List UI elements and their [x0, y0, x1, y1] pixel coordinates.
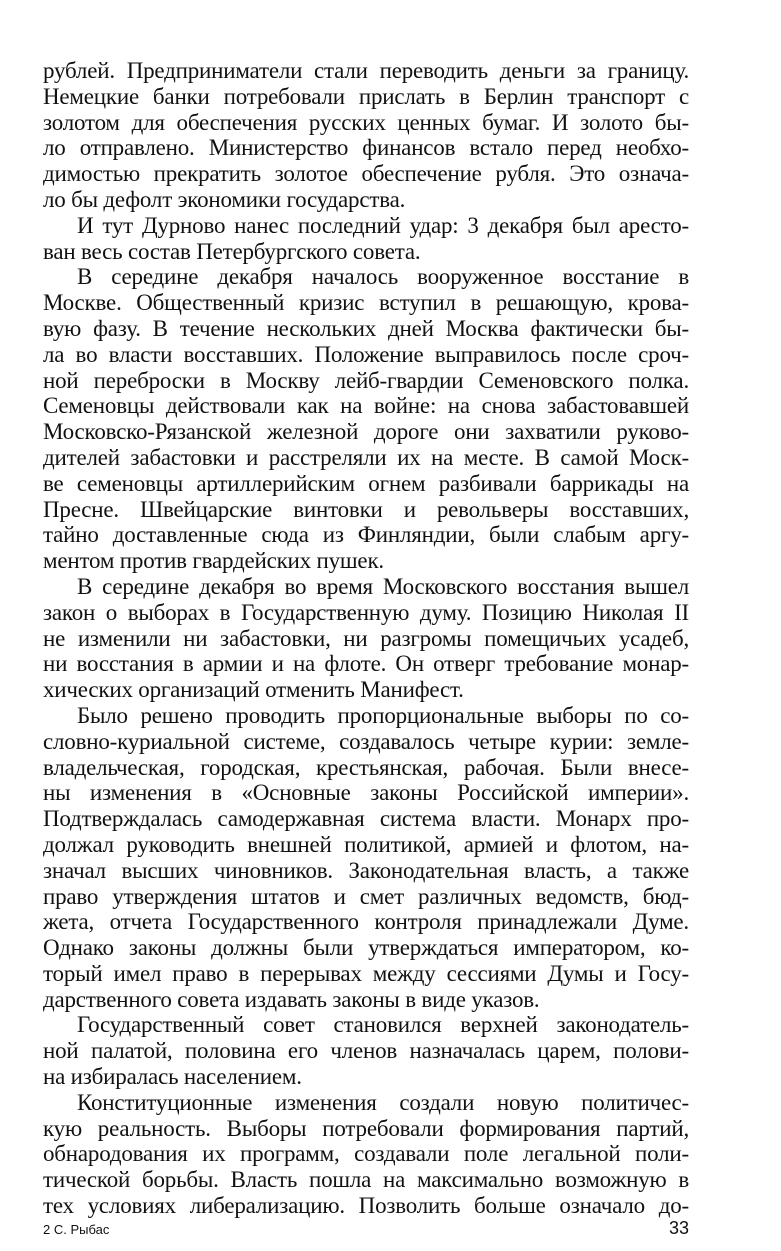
paragraph	[43, 1012, 689, 1089]
text-line: ла во власти восставших. Положение выправилось после сроч-	[43, 341, 689, 367]
text-line: словно-куриальной системе, создавалось четыре курии: земле-	[43, 728, 689, 754]
text-line: ве семеновцы артиллерийским огнем разбивали баррикады на	[43, 470, 689, 496]
text-line: дителей забастовки и расстреляли их на месте. В самой Моск-	[43, 444, 689, 470]
text-line: хических организаций отменить Манифест.	[43, 677, 464, 703]
text-line: Пресне. Швейцарские винтовки и револьверы восставших,	[43, 496, 689, 522]
text-line: Однако законы должны были утверждаться императором, ко-	[43, 935, 689, 961]
paragraph	[43, 264, 689, 574]
text-line: тайно доставленные сюда из Финляндии, были слабым аргу-	[43, 522, 689, 548]
text-line: ной переброски в Москву лейб-гвардии Семеновского полка.	[43, 367, 689, 393]
text-line: ной палатой, половина его членов назначалась царем, полови-	[43, 1038, 689, 1064]
text-line: ло бы дефолт экономики государства.	[43, 186, 406, 212]
text-line: закон о выборах в Государственную думу. Позицию Николая II	[43, 599, 689, 625]
text-line: тех условиях либерализацию. Позволить больше означало до-	[43, 1193, 689, 1219]
paragraph	[43, 213, 689, 265]
text-line: Государственный совет становился верхней законодатель-	[77, 1012, 689, 1038]
text-line: не изменили ни забастовки, ни разгромы помещичьих усадеб,	[43, 625, 689, 651]
text-line: кую реальность. Выборы потребовали формирования партий,	[43, 1115, 689, 1141]
text-line: золотом для обеспечения русских ценных бумаг. И золото бы-	[43, 109, 689, 135]
text-line: ван весь состав Петербургского совета.	[43, 238, 421, 264]
text-line: тической борьбы. Власть пошла на максимально возможную в	[43, 1167, 689, 1193]
text-line: вую фазу. В течение нескольких дней Москва фактически бы-	[43, 315, 689, 341]
text-line: торый имел право в перерывах между сессиями Думы и Госу-	[43, 960, 689, 986]
paragraph	[43, 703, 689, 1013]
text-line: на избиралась населением.	[43, 1064, 302, 1090]
page-number: 33	[668, 1218, 689, 1238]
text-line: право утверждения штатов и смет различных ведомств, бюд-	[43, 883, 689, 909]
text-line: И тут Дурново нанес последний удар: 3 декабря был аресто-	[77, 212, 689, 238]
text-line: В середине декабря во время Московского восстания вышел	[77, 573, 689, 599]
page-body	[43, 58, 689, 1219]
text-line: В середине декабря началось вооруженное восстание в	[77, 264, 689, 290]
text-line: Немецкие банки потребовали прислать в Берлин транспорт с	[43, 83, 689, 109]
text-line: должал руководить внешней политикой, армией и флотом, на-	[43, 831, 689, 857]
text-line: Московско-Рязанской железной дороге они захватили руково-	[43, 419, 689, 445]
text-line: жета, отчета Государственного контроля принадлежали Думе.	[43, 909, 689, 935]
text-line: обнародования их программ, создавали поле легальной поли-	[43, 1141, 689, 1167]
paragraph	[43, 58, 689, 213]
text-line: Было решено проводить пропорциональные выборы по со-	[77, 702, 689, 728]
text-line: ментом против гвардейских пушек.	[43, 548, 384, 574]
text-line: димостью прекратить золотое обеспечение рубля. Это означа-	[43, 161, 689, 187]
text-line: Москве. Общественный кризис вступил в решающую, крова-	[43, 290, 689, 316]
text-line: Семеновцы действовали как на войне: на снова забастовавшей	[43, 393, 689, 419]
text-line: Подтверждалась самодержавная система власти. Монарх про-	[43, 806, 689, 832]
paragraph	[43, 574, 689, 703]
text-line: ни восстания в армии и на флоте. Он отверг требование монар-	[43, 651, 689, 677]
text-line: рублей. Предприниматели стали переводить деньги за границу.	[43, 58, 689, 83]
text-line: дарственного совета издавать законы в виде указов.	[43, 986, 540, 1012]
text-line: значал высших чиновников. Законодательная власть, а также	[43, 857, 689, 883]
text-line: Конституционные изменения создали новую политичес-	[77, 1089, 689, 1115]
text-line: ло отправлено. Министерство финансов встало перед необхо-	[43, 135, 689, 161]
paragraph	[43, 1090, 689, 1219]
text-line: ны изменения в «Основные законы Российской империи».	[43, 780, 689, 806]
text-line: владельческая, городская, крестьянская, рабочая. Были внесе-	[43, 754, 689, 780]
printer-signature: 2 С. Рыбас	[43, 1222, 110, 1237]
